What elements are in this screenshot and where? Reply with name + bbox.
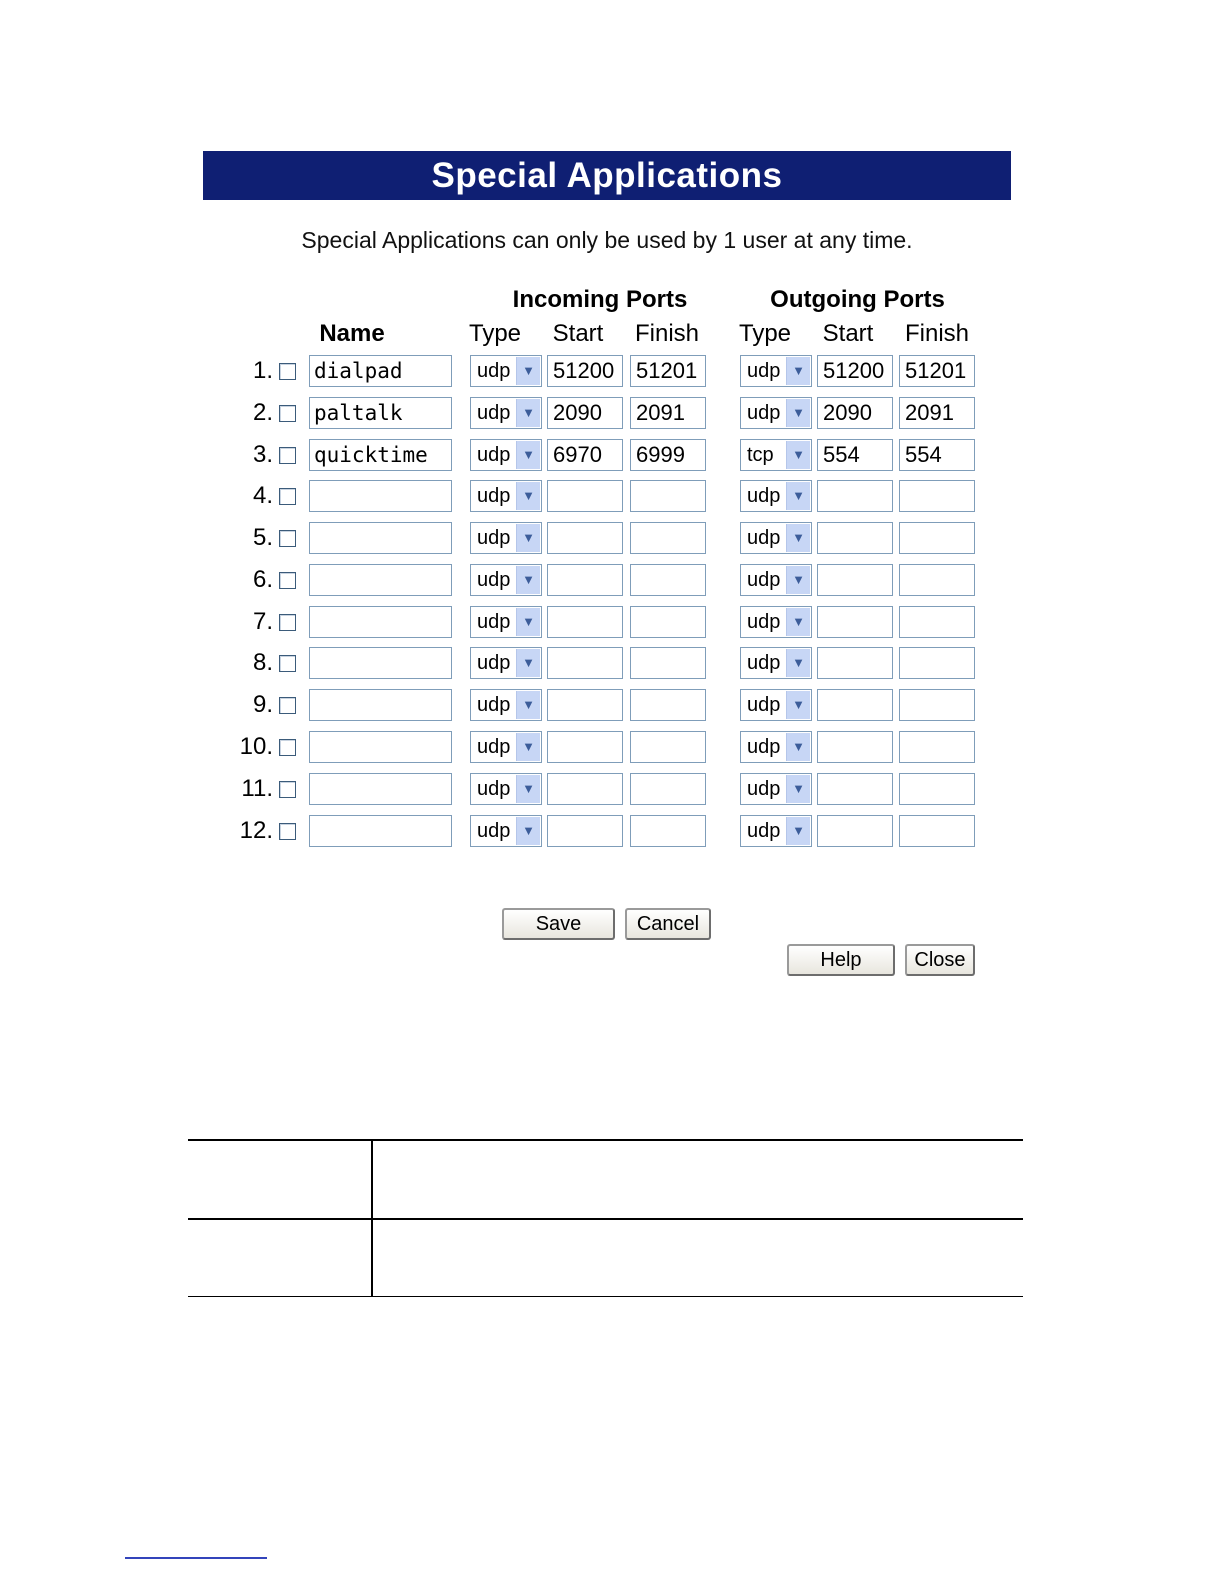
application-name-input[interactable]: quicktime [309,439,452,471]
row-number: 6. [252,566,273,593]
outgoing-start-port-input[interactable]: 2090 [817,397,893,429]
outgoing-finish-port-input[interactable] [899,480,975,512]
outgoing-start-port-input[interactable] [817,522,893,554]
application-name-input[interactable] [309,689,452,721]
incoming-start-port-input[interactable] [547,564,623,596]
outgoing-type-value: udp [747,360,781,382]
incoming-type-select[interactable] [470,815,542,847]
outgoing-type-value: udp [747,611,781,633]
chevron-down-icon: ▼ [786,649,810,677]
outgoing-type-select[interactable] [740,355,812,387]
incoming-start-port-input[interactable] [547,731,623,763]
outgoing-start-port-input[interactable]: 51200 [817,355,893,387]
incoming-finish-port-input[interactable]: 6999 [630,439,706,471]
row-number: 10. [239,733,273,760]
incoming-finish-port-input[interactable] [630,480,706,512]
outgoing-type-value: udp [747,527,781,549]
incoming-start-port-input[interactable] [547,689,623,721]
table-row [0,815,1224,847]
incoming-type-select[interactable] [470,439,542,471]
enable-checkbox[interactable] [279,530,296,547]
outgoing-type-value: udp [747,736,781,758]
table-row [0,397,1224,429]
incoming-type-select[interactable] [470,564,542,596]
table-row [0,439,1224,471]
enable-checkbox[interactable] [279,655,296,672]
incoming-finish-port-input[interactable] [630,564,706,596]
usage-note: Special Applications can only be used by 1 user at any time. [301,227,913,253]
incoming-start-column-header: Start [552,320,604,347]
chevron-down-icon: ▼ [786,775,810,803]
enable-checkbox[interactable] [279,572,296,589]
outgoing-finish-port-input[interactable] [899,647,975,679]
chevron-down-icon: ▼ [516,482,540,510]
chevron-down-icon: ▼ [516,441,540,469]
incoming-type-select[interactable] [470,647,542,679]
incoming-type-select[interactable] [470,522,542,554]
incoming-type-select[interactable] [470,397,542,429]
incoming-start-port-input[interactable]: 2090 [547,397,623,429]
incoming-start-port-input[interactable] [547,480,623,512]
incoming-finish-port-input[interactable]: 51201 [630,355,706,387]
outgoing-finish-port-input[interactable] [899,606,975,638]
application-name-input[interactable] [309,815,452,847]
incoming-start-port-input[interactable]: 6970 [547,439,623,471]
table-column-divider [371,1139,373,1297]
chevron-down-icon: ▼ [516,357,540,385]
outgoing-finish-port-input[interactable] [899,564,975,596]
row-number: 8. [252,649,273,676]
chevron-down-icon: ▼ [786,399,810,427]
outgoing-type-select[interactable] [740,564,812,596]
enable-checkbox[interactable] [279,405,296,422]
incoming-ports-heading: Incoming Ports [512,286,688,313]
incoming-type-select[interactable] [470,689,542,721]
incoming-start-port-input[interactable] [547,815,623,847]
outgoing-start-port-input[interactable] [817,815,893,847]
incoming-type-value: udp [477,652,511,674]
incoming-finish-port-input[interactable] [630,606,706,638]
incoming-type-select[interactable] [470,355,542,387]
incoming-type-value: udp [477,360,511,382]
cancel-button[interactable]: Cancel [625,908,711,940]
chevron-down-icon: ▼ [786,691,810,719]
chevron-down-icon: ▼ [516,608,540,636]
chevron-down-icon: ▼ [786,482,810,510]
outgoing-type-select[interactable] [740,647,812,679]
incoming-type-value: udp [477,569,511,591]
incoming-type-select[interactable] [470,773,542,805]
incoming-finish-column-header: Finish [634,320,700,347]
incoming-finish-port-input[interactable] [630,815,706,847]
chevron-down-icon: ▼ [516,566,540,594]
row-number: 9. [252,691,273,718]
application-name-input[interactable] [309,773,452,805]
outgoing-finish-port-input[interactable] [899,522,975,554]
incoming-type-value: udp [477,611,511,633]
incoming-finish-port-input[interactable] [630,522,706,554]
chevron-down-icon: ▼ [786,817,810,845]
enable-checkbox[interactable] [279,614,296,631]
table-row [0,689,1224,721]
incoming-finish-port-input[interactable] [630,647,706,679]
outgoing-start-port-input[interactable] [817,606,893,638]
row-number: 12. [239,817,273,844]
incoming-finish-port-input[interactable]: 2091 [630,397,706,429]
table-row [0,522,1224,554]
incoming-type-value: udp [477,527,511,549]
enable-checkbox[interactable] [279,363,296,380]
enable-checkbox[interactable] [279,739,296,756]
enable-checkbox[interactable] [279,823,296,840]
row-number: 3. [252,441,273,468]
table-rule-top [188,1139,1023,1141]
table-row [0,606,1224,638]
table-row [0,731,1224,763]
outgoing-type-value: udp [747,820,781,842]
outgoing-finish-port-input[interactable]: 554 [899,439,975,471]
help-button[interactable]: Help [787,944,895,976]
outgoing-type-select[interactable] [740,522,812,554]
incoming-type-select[interactable] [470,480,542,512]
incoming-start-port-input[interactable] [547,522,623,554]
incoming-start-port-input[interactable] [547,606,623,638]
table-row [0,773,1224,805]
row-number: 5. [252,524,273,551]
outgoing-type-select[interactable] [740,815,812,847]
chevron-down-icon: ▼ [786,441,810,469]
outgoing-type-select[interactable] [740,480,812,512]
chevron-down-icon: ▼ [516,817,540,845]
page-title: Special Applications [203,151,1011,200]
outgoing-type-select[interactable] [740,606,812,638]
table-rule-bottom [188,1296,1023,1297]
close-button[interactable]: Close [905,944,975,976]
outgoing-type-value: udp [747,652,781,674]
outgoing-ports-heading: Outgoing Ports [770,286,945,313]
application-name-input[interactable] [309,606,452,638]
chevron-down-icon: ▼ [786,608,810,636]
incoming-type-select[interactable] [470,731,542,763]
chevron-down-icon: ▼ [786,566,810,594]
table-row [0,647,1224,679]
enable-checkbox[interactable] [279,697,296,714]
row-number: 7. [252,608,273,635]
outgoing-start-port-input[interactable] [817,773,893,805]
chevron-down-icon: ▼ [516,524,540,552]
chevron-down-icon: ▼ [786,524,810,552]
outgoing-finish-port-input[interactable]: 2091 [899,397,975,429]
incoming-type-value: udp [477,694,511,716]
chevron-down-icon: ▼ [516,775,540,803]
outgoing-finish-port-input[interactable]: 51201 [899,355,975,387]
outgoing-start-port-input[interactable] [817,647,893,679]
outgoing-start-port-input[interactable] [817,564,893,596]
outgoing-start-port-input[interactable] [817,689,893,721]
outgoing-type-select[interactable] [740,773,812,805]
outgoing-start-column-header: Start [822,320,874,347]
outgoing-type-select[interactable] [740,439,812,471]
outgoing-type-value: udp [747,694,781,716]
incoming-type-select[interactable] [470,606,542,638]
incoming-start-port-input[interactable] [547,647,623,679]
outgoing-finish-port-input[interactable] [899,773,975,805]
incoming-finish-port-input[interactable] [630,773,706,805]
enable-checkbox[interactable] [279,447,296,464]
save-button[interactable]: Save [502,908,615,940]
outgoing-type-value: udp [747,778,781,800]
row-number: 4. [252,482,273,509]
footnote-rule [125,1557,267,1559]
outgoing-type-value: udp [747,402,781,424]
application-name-input[interactable]: dialpad [309,355,452,387]
table-row [0,355,1224,387]
table-row [0,564,1224,596]
table-rule-middle [188,1218,1023,1220]
incoming-start-port-input[interactable]: 51200 [547,355,623,387]
application-name-input[interactable] [309,480,452,512]
outgoing-finish-column-header: Finish [904,320,970,347]
outgoing-type-select[interactable] [740,397,812,429]
incoming-start-port-input[interactable] [547,773,623,805]
outgoing-type-column-header: Type [738,320,792,347]
outgoing-type-value: udp [747,485,781,507]
row-number: 1. [252,357,273,384]
chevron-down-icon: ▼ [516,691,540,719]
application-name-input[interactable]: paltalk [309,397,452,429]
name-column-header: Name [319,320,385,347]
application-name-input[interactable] [309,522,452,554]
incoming-type-value: udp [477,736,511,758]
incoming-type-value: udp [477,820,511,842]
incoming-type-value: udp [477,402,511,424]
application-name-input[interactable] [309,731,452,763]
row-number: 2. [252,399,273,426]
outgoing-type-value: tcp [747,444,774,466]
outgoing-start-port-input[interactable]: 554 [817,439,893,471]
enable-checkbox[interactable] [279,488,296,505]
chevron-down-icon: ▼ [786,357,810,385]
outgoing-type-select[interactable] [740,689,812,721]
chevron-down-icon: ▼ [786,733,810,761]
application-name-input[interactable] [309,647,452,679]
table-row [0,480,1224,512]
incoming-finish-port-input[interactable] [630,689,706,721]
application-name-input[interactable] [309,564,452,596]
chevron-down-icon: ▼ [516,649,540,677]
incoming-type-value: udp [477,778,511,800]
incoming-type-value: udp [477,485,511,507]
incoming-type-value: udp [477,444,511,466]
outgoing-finish-port-input[interactable] [899,815,975,847]
outgoing-finish-port-input[interactable] [899,731,975,763]
outgoing-type-value: udp [747,569,781,591]
chevron-down-icon: ▼ [516,399,540,427]
outgoing-type-select[interactable] [740,731,812,763]
incoming-type-column-header: Type [468,320,522,347]
outgoing-finish-port-input[interactable] [899,689,975,721]
chevron-down-icon: ▼ [516,733,540,761]
outgoing-start-port-input[interactable] [817,731,893,763]
row-number: 11. [241,775,273,802]
outgoing-start-port-input[interactable] [817,480,893,512]
incoming-finish-port-input[interactable] [630,731,706,763]
enable-checkbox[interactable] [279,781,296,798]
